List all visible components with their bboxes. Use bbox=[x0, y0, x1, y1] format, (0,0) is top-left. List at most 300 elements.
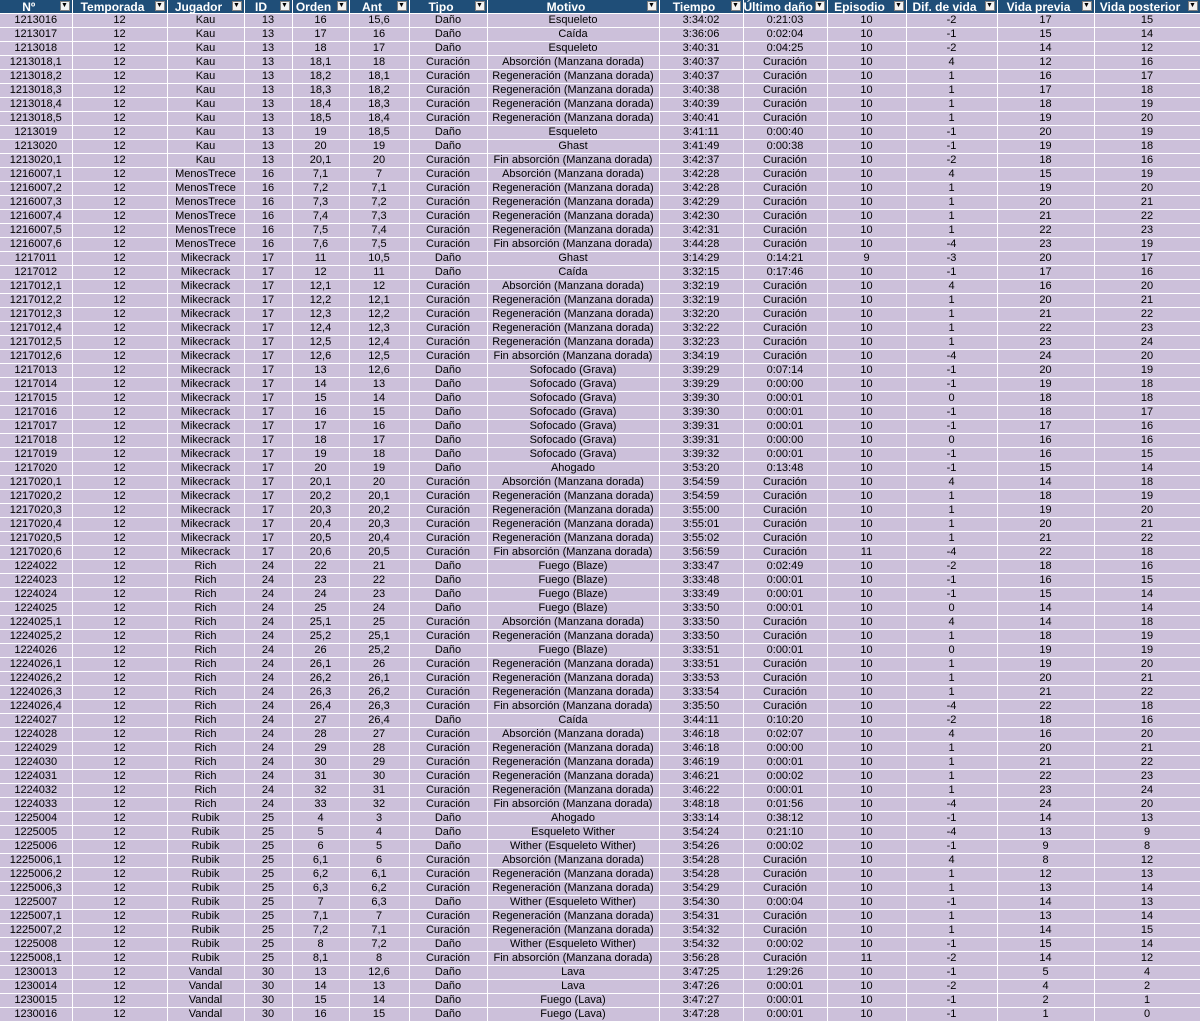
table-cell[interactable]: Daño bbox=[409, 126, 487, 140]
table-cell[interactable]: 19 bbox=[349, 140, 409, 154]
filter-dropdown-icon[interactable]: ▼ bbox=[476, 2, 483, 9]
table-cell[interactable]: Regeneración (Manzana dorada) bbox=[487, 336, 659, 350]
table-cell[interactable]: Curación bbox=[409, 308, 487, 322]
table-cell[interactable]: 12 bbox=[72, 126, 167, 140]
column-header[interactable] bbox=[72, 0, 167, 14]
table-cell[interactable]: 1224024 bbox=[0, 588, 72, 602]
table-cell[interactable]: Mikecrack bbox=[167, 280, 244, 294]
column-header[interactable] bbox=[659, 0, 743, 14]
table-cell[interactable]: 1225008 bbox=[0, 938, 72, 952]
table-cell[interactable]: 4 bbox=[906, 476, 997, 490]
table-cell[interactable]: 10 bbox=[827, 574, 906, 588]
table-cell[interactable]: Curación bbox=[743, 154, 827, 168]
table-cell[interactable]: 16 bbox=[292, 406, 349, 420]
table-cell[interactable]: 1225006,2 bbox=[0, 868, 72, 882]
table-cell[interactable]: 12 bbox=[72, 196, 167, 210]
table-cell[interactable]: 0:00:01 bbox=[743, 784, 827, 798]
table-cell[interactable]: 16 bbox=[244, 210, 292, 224]
table-cell[interactable]: 12 bbox=[1094, 854, 1200, 868]
table-cell[interactable]: Curación bbox=[743, 196, 827, 210]
table-cell[interactable]: 10 bbox=[827, 980, 906, 994]
table-cell[interactable]: 12 bbox=[72, 938, 167, 952]
table-cell[interactable]: -1 bbox=[906, 588, 997, 602]
table-cell[interactable]: 18 bbox=[349, 448, 409, 462]
table-cell[interactable]: Curación bbox=[409, 518, 487, 532]
table-cell[interactable]: 1213018,1 bbox=[0, 56, 72, 70]
table-cell[interactable]: 23 bbox=[1094, 224, 1200, 238]
table-cell[interactable]: Daño bbox=[409, 574, 487, 588]
table-cell[interactable]: 1225006,1 bbox=[0, 854, 72, 868]
table-cell[interactable]: 3:32:20 bbox=[659, 308, 743, 322]
table-cell[interactable]: Fuego (Blaze) bbox=[487, 588, 659, 602]
table-cell[interactable]: 15 bbox=[1094, 448, 1200, 462]
table-cell[interactable]: 10 bbox=[827, 70, 906, 84]
table-cell[interactable]: -1 bbox=[906, 378, 997, 392]
table-cell[interactable]: Fin absorción (Manzana dorada) bbox=[487, 546, 659, 560]
table-cell[interactable]: 10 bbox=[827, 602, 906, 616]
table-cell[interactable]: Rich bbox=[167, 770, 244, 784]
table-cell[interactable]: 10 bbox=[827, 168, 906, 182]
table-cell[interactable]: Mikecrack bbox=[167, 294, 244, 308]
table-cell[interactable]: 15 bbox=[997, 588, 1094, 602]
table-cell[interactable]: 12,5 bbox=[292, 336, 349, 350]
table-cell[interactable]: 3:48:18 bbox=[659, 798, 743, 812]
filter-dropdown-icon[interactable]: ▼ bbox=[648, 2, 655, 9]
table-cell[interactable]: 13 bbox=[244, 84, 292, 98]
table-cell[interactable]: 12 bbox=[72, 84, 167, 98]
table-cell[interactable]: 0:00:01 bbox=[743, 994, 827, 1008]
table-cell[interactable]: 1217020,1 bbox=[0, 476, 72, 490]
table-cell[interactable]: 1 bbox=[906, 112, 997, 126]
table-cell[interactable]: 19 bbox=[1094, 644, 1200, 658]
table-cell[interactable]: Ahogado bbox=[487, 462, 659, 476]
table-cell[interactable]: 4 bbox=[906, 854, 997, 868]
table-cell[interactable]: 3:40:37 bbox=[659, 56, 743, 70]
table-cell[interactable]: 12 bbox=[72, 574, 167, 588]
table-cell[interactable]: 25 bbox=[244, 896, 292, 910]
table-cell[interactable]: 1224025,2 bbox=[0, 630, 72, 644]
table-cell[interactable]: 16 bbox=[1094, 266, 1200, 280]
table-cell[interactable]: 7,6 bbox=[292, 238, 349, 252]
table-cell[interactable]: 17 bbox=[997, 84, 1094, 98]
table-cell[interactable]: 3:54:30 bbox=[659, 896, 743, 910]
table-cell[interactable]: 14 bbox=[1094, 462, 1200, 476]
table-cell[interactable]: 19 bbox=[997, 378, 1094, 392]
table-cell[interactable]: 1 bbox=[1094, 994, 1200, 1008]
table-cell[interactable]: 0:00:01 bbox=[743, 448, 827, 462]
table-cell[interactable]: Regeneración (Manzana dorada) bbox=[487, 686, 659, 700]
table-cell[interactable]: Daño bbox=[409, 938, 487, 952]
table-cell[interactable]: 3:36:06 bbox=[659, 28, 743, 42]
table-cell[interactable]: Kau bbox=[167, 84, 244, 98]
table-cell[interactable]: 11 bbox=[292, 252, 349, 266]
table-cell[interactable]: Rubik bbox=[167, 910, 244, 924]
table-cell[interactable]: 12,3 bbox=[349, 322, 409, 336]
table-cell[interactable]: 0:00:01 bbox=[743, 420, 827, 434]
table-cell[interactable]: 12 bbox=[349, 280, 409, 294]
table-cell[interactable]: 3:32:23 bbox=[659, 336, 743, 350]
table-cell[interactable]: 12 bbox=[72, 238, 167, 252]
table-cell[interactable]: 20 bbox=[349, 154, 409, 168]
table-cell[interactable]: Rich bbox=[167, 588, 244, 602]
table-cell[interactable]: 19 bbox=[292, 448, 349, 462]
table-cell[interactable]: 0:21:03 bbox=[743, 14, 827, 28]
table-cell[interactable]: 19 bbox=[1094, 126, 1200, 140]
table-cell[interactable]: 1 bbox=[906, 770, 997, 784]
column-header[interactable] bbox=[997, 0, 1094, 14]
filter-dropdown-icon[interactable]: ▼ bbox=[1189, 2, 1196, 9]
table-cell[interactable]: 13 bbox=[349, 980, 409, 994]
table-cell[interactable]: Fuego (Blaze) bbox=[487, 644, 659, 658]
table-cell[interactable]: 5 bbox=[292, 826, 349, 840]
table-cell[interactable]: 24 bbox=[244, 784, 292, 798]
table-cell[interactable]: Curación bbox=[743, 518, 827, 532]
table-cell[interactable]: Lava bbox=[487, 980, 659, 994]
table-cell[interactable]: Sofocado (Grava) bbox=[487, 364, 659, 378]
table-cell[interactable]: 10 bbox=[827, 616, 906, 630]
table-cell[interactable]: 1217012,5 bbox=[0, 336, 72, 350]
table-cell[interactable]: 7,1 bbox=[349, 182, 409, 196]
table-cell[interactable]: Curación bbox=[409, 70, 487, 84]
table-cell[interactable]: 12 bbox=[72, 952, 167, 966]
table-cell[interactable]: 18 bbox=[1094, 700, 1200, 714]
table-cell[interactable]: 21 bbox=[1094, 196, 1200, 210]
table-cell[interactable]: Kau bbox=[167, 28, 244, 42]
table-cell[interactable]: 18 bbox=[1094, 546, 1200, 560]
table-cell[interactable]: 7,4 bbox=[349, 224, 409, 238]
table-cell[interactable]: 10 bbox=[827, 364, 906, 378]
table-cell[interactable]: 17 bbox=[244, 336, 292, 350]
table-cell[interactable]: 0:00:01 bbox=[743, 644, 827, 658]
table-cell[interactable]: 12 bbox=[72, 770, 167, 784]
table-cell[interactable]: 18 bbox=[997, 490, 1094, 504]
table-cell[interactable]: 12 bbox=[72, 154, 167, 168]
table-cell[interactable]: Curación bbox=[409, 924, 487, 938]
table-cell[interactable]: Curación bbox=[743, 952, 827, 966]
table-cell[interactable]: Curación bbox=[409, 112, 487, 126]
table-cell[interactable]: 3:39:31 bbox=[659, 434, 743, 448]
table-cell[interactable]: 1 bbox=[906, 672, 997, 686]
table-cell[interactable]: 3:46:22 bbox=[659, 784, 743, 798]
table-cell[interactable]: 10 bbox=[827, 280, 906, 294]
table-cell[interactable]: 3:39:29 bbox=[659, 378, 743, 392]
table-cell[interactable]: 15 bbox=[1094, 574, 1200, 588]
table-cell[interactable]: Mikecrack bbox=[167, 546, 244, 560]
table-cell[interactable]: Mikecrack bbox=[167, 448, 244, 462]
table-cell[interactable]: -2 bbox=[906, 154, 997, 168]
table-cell[interactable]: Mikecrack bbox=[167, 504, 244, 518]
table-cell[interactable]: 12 bbox=[72, 322, 167, 336]
table-cell[interactable]: 1224033 bbox=[0, 798, 72, 812]
table-cell[interactable]: 19 bbox=[997, 504, 1094, 518]
table-cell[interactable]: 3:54:28 bbox=[659, 868, 743, 882]
table-cell[interactable]: 20 bbox=[997, 294, 1094, 308]
table-cell[interactable]: Regeneración (Manzana dorada) bbox=[487, 490, 659, 504]
table-cell[interactable]: 16 bbox=[1094, 560, 1200, 574]
table-cell[interactable]: 24 bbox=[244, 658, 292, 672]
table-cell[interactable]: 12 bbox=[72, 42, 167, 56]
table-cell[interactable]: 24 bbox=[244, 588, 292, 602]
table-cell[interactable]: 20 bbox=[1094, 798, 1200, 812]
table-cell[interactable]: Curación bbox=[409, 154, 487, 168]
table-cell[interactable]: 16 bbox=[997, 280, 1094, 294]
table-cell[interactable]: 3:34:02 bbox=[659, 14, 743, 28]
table-cell[interactable]: 3:42:30 bbox=[659, 210, 743, 224]
table-cell[interactable]: 1217012,6 bbox=[0, 350, 72, 364]
table-cell[interactable]: 3:33:50 bbox=[659, 602, 743, 616]
table-cell[interactable]: Sofocado (Grava) bbox=[487, 448, 659, 462]
table-cell[interactable]: Daño bbox=[409, 980, 487, 994]
table-cell[interactable]: Ghast bbox=[487, 140, 659, 154]
filter-dropdown-icon[interactable]: ▼ bbox=[338, 2, 345, 9]
table-cell[interactable]: 24 bbox=[244, 728, 292, 742]
table-cell[interactable]: 15 bbox=[997, 168, 1094, 182]
table-cell[interactable]: Rubik bbox=[167, 840, 244, 854]
table-cell[interactable]: 22 bbox=[1094, 686, 1200, 700]
table-cell[interactable]: 10 bbox=[827, 784, 906, 798]
table-cell[interactable]: 0:00:02 bbox=[743, 840, 827, 854]
table-cell[interactable]: 3:53:20 bbox=[659, 462, 743, 476]
table-cell[interactable]: Sofocado (Grava) bbox=[487, 378, 659, 392]
table-cell[interactable]: Sofocado (Grava) bbox=[487, 406, 659, 420]
table-cell[interactable]: 26,2 bbox=[292, 672, 349, 686]
table-cell[interactable]: 16 bbox=[349, 420, 409, 434]
table-cell[interactable]: Rubik bbox=[167, 924, 244, 938]
table-cell[interactable]: Curación bbox=[409, 84, 487, 98]
table-cell[interactable]: 0:21:10 bbox=[743, 826, 827, 840]
table-cell[interactable]: 12 bbox=[72, 756, 167, 770]
table-cell[interactable]: 24 bbox=[244, 686, 292, 700]
table-cell[interactable]: 3:33:50 bbox=[659, 616, 743, 630]
table-cell[interactable]: 3:42:37 bbox=[659, 154, 743, 168]
table-cell[interactable]: Curación bbox=[409, 182, 487, 196]
table-cell[interactable]: Rich bbox=[167, 658, 244, 672]
table-cell[interactable]: -1 bbox=[906, 364, 997, 378]
table-cell[interactable]: 1213018,3 bbox=[0, 84, 72, 98]
table-cell[interactable]: 1225007 bbox=[0, 896, 72, 910]
table-cell[interactable]: 14 bbox=[1094, 938, 1200, 952]
table-cell[interactable]: 18 bbox=[997, 630, 1094, 644]
table-cell[interactable]: 10 bbox=[827, 294, 906, 308]
table-cell[interactable]: Mikecrack bbox=[167, 322, 244, 336]
table-cell[interactable]: Rich bbox=[167, 798, 244, 812]
table-cell[interactable]: 1225008,1 bbox=[0, 952, 72, 966]
column-header[interactable] bbox=[292, 0, 349, 14]
table-cell[interactable]: Curación bbox=[743, 350, 827, 364]
table-cell[interactable]: 28 bbox=[292, 728, 349, 742]
table-cell[interactable]: 10 bbox=[827, 462, 906, 476]
table-cell[interactable]: 1224031 bbox=[0, 770, 72, 784]
table-cell[interactable]: 12 bbox=[72, 784, 167, 798]
table-cell[interactable]: -2 bbox=[906, 952, 997, 966]
table-cell[interactable]: Fin absorción (Manzana dorada) bbox=[487, 154, 659, 168]
table-cell[interactable]: 22 bbox=[292, 560, 349, 574]
table-cell[interactable]: 12 bbox=[72, 98, 167, 112]
table-cell[interactable]: 18 bbox=[1094, 378, 1200, 392]
table-cell[interactable]: 0:04:25 bbox=[743, 42, 827, 56]
table-cell[interactable]: 20,1 bbox=[349, 490, 409, 504]
table-cell[interactable]: 22 bbox=[349, 574, 409, 588]
table-cell[interactable]: Rich bbox=[167, 560, 244, 574]
table-cell[interactable]: 3:46:21 bbox=[659, 770, 743, 784]
table-cell[interactable]: 16 bbox=[997, 434, 1094, 448]
table-cell[interactable]: 14 bbox=[292, 980, 349, 994]
table-cell[interactable]: 18,5 bbox=[292, 112, 349, 126]
table-cell[interactable]: 6 bbox=[349, 854, 409, 868]
table-cell[interactable]: 17 bbox=[244, 280, 292, 294]
table-cell[interactable]: 10 bbox=[827, 322, 906, 336]
table-cell[interactable]: 16 bbox=[997, 728, 1094, 742]
table-cell[interactable]: 12 bbox=[72, 420, 167, 434]
table-cell[interactable]: 12 bbox=[72, 504, 167, 518]
table-cell[interactable]: 12 bbox=[72, 378, 167, 392]
table-cell[interactable]: Rubik bbox=[167, 812, 244, 826]
table-cell[interactable]: 3:14:29 bbox=[659, 252, 743, 266]
table-cell[interactable]: Mikecrack bbox=[167, 490, 244, 504]
table-cell[interactable]: Sofocado (Grava) bbox=[487, 420, 659, 434]
table-cell[interactable]: MenosTrece bbox=[167, 210, 244, 224]
table-cell[interactable]: 12 bbox=[72, 560, 167, 574]
table-cell[interactable]: 12 bbox=[72, 812, 167, 826]
table-cell[interactable]: 17 bbox=[997, 14, 1094, 28]
table-cell[interactable]: Absorción (Manzana dorada) bbox=[487, 476, 659, 490]
table-cell[interactable]: -4 bbox=[906, 238, 997, 252]
table-cell[interactable]: Esqueleto bbox=[487, 42, 659, 56]
table-cell[interactable]: 1 bbox=[906, 490, 997, 504]
table-cell[interactable]: Regeneración (Manzana dorada) bbox=[487, 630, 659, 644]
table-cell[interactable]: 1 bbox=[906, 504, 997, 518]
column-header[interactable] bbox=[167, 0, 244, 14]
table-cell[interactable]: 0:02:07 bbox=[743, 728, 827, 742]
table-cell[interactable]: 30 bbox=[244, 980, 292, 994]
table-cell[interactable]: 1224026,4 bbox=[0, 700, 72, 714]
table-cell[interactable]: 3:54:28 bbox=[659, 854, 743, 868]
table-cell[interactable]: 17 bbox=[349, 42, 409, 56]
table-cell[interactable]: 20 bbox=[997, 252, 1094, 266]
table-cell[interactable]: 7,2 bbox=[292, 182, 349, 196]
table-cell[interactable]: 12 bbox=[72, 742, 167, 756]
table-cell[interactable]: -1 bbox=[906, 420, 997, 434]
table-cell[interactable]: Mikecrack bbox=[167, 308, 244, 322]
table-cell[interactable]: 0:01:56 bbox=[743, 798, 827, 812]
table-cell[interactable]: 24 bbox=[997, 798, 1094, 812]
table-cell[interactable]: 0 bbox=[906, 392, 997, 406]
table-cell[interactable]: Daño bbox=[409, 434, 487, 448]
column-header[interactable] bbox=[743, 0, 827, 14]
table-cell[interactable]: 17 bbox=[244, 476, 292, 490]
table-cell[interactable]: 13 bbox=[244, 42, 292, 56]
table-cell[interactable]: 3:32:19 bbox=[659, 294, 743, 308]
table-cell[interactable]: 10 bbox=[827, 476, 906, 490]
table-cell[interactable]: 0:17:46 bbox=[743, 266, 827, 280]
table-cell[interactable]: 27 bbox=[349, 728, 409, 742]
table-cell[interactable]: 20,3 bbox=[292, 504, 349, 518]
table-cell[interactable]: Curación bbox=[409, 168, 487, 182]
table-cell[interactable]: 13 bbox=[997, 910, 1094, 924]
table-cell[interactable]: 3:54:29 bbox=[659, 882, 743, 896]
table-cell[interactable]: 26,2 bbox=[349, 686, 409, 700]
table-cell[interactable]: Mikecrack bbox=[167, 350, 244, 364]
table-cell[interactable]: -2 bbox=[906, 714, 997, 728]
table-cell[interactable]: Curación bbox=[743, 476, 827, 490]
table-cell[interactable]: 3:44:11 bbox=[659, 714, 743, 728]
table-cell[interactable]: 1225006,3 bbox=[0, 882, 72, 896]
table-cell[interactable]: -1 bbox=[906, 140, 997, 154]
table-cell[interactable]: 17 bbox=[292, 28, 349, 42]
table-cell[interactable]: Rich bbox=[167, 644, 244, 658]
table-cell[interactable]: 1 bbox=[906, 196, 997, 210]
table-cell[interactable]: Daño bbox=[409, 812, 487, 826]
table-cell[interactable]: Daño bbox=[409, 1008, 487, 1022]
table-cell[interactable]: 3:32:22 bbox=[659, 322, 743, 336]
table-cell[interactable]: 12 bbox=[72, 826, 167, 840]
table-cell[interactable]: 29 bbox=[292, 742, 349, 756]
filter-dropdown-icon[interactable]: ▼ bbox=[895, 2, 902, 9]
table-cell[interactable]: 16 bbox=[244, 182, 292, 196]
table-cell[interactable]: Fin absorción (Manzana dorada) bbox=[487, 238, 659, 252]
table-cell[interactable]: 10 bbox=[827, 868, 906, 882]
table-cell[interactable]: Curación bbox=[409, 336, 487, 350]
table-cell[interactable]: 10 bbox=[827, 1008, 906, 1022]
table-cell[interactable]: Regeneración (Manzana dorada) bbox=[487, 294, 659, 308]
table-cell[interactable]: 21 bbox=[1094, 518, 1200, 532]
table-cell[interactable]: 4 bbox=[997, 980, 1094, 994]
table-cell[interactable]: -4 bbox=[906, 826, 997, 840]
table-cell[interactable]: 17 bbox=[997, 266, 1094, 280]
table-cell[interactable]: 26,3 bbox=[292, 686, 349, 700]
table-cell[interactable]: 0:00:01 bbox=[743, 392, 827, 406]
table-cell[interactable]: 3:39:30 bbox=[659, 392, 743, 406]
table-cell[interactable]: 7,2 bbox=[349, 938, 409, 952]
table-cell[interactable]: Curación bbox=[743, 322, 827, 336]
table-cell[interactable]: 12,4 bbox=[349, 336, 409, 350]
table-cell[interactable]: 1217011 bbox=[0, 252, 72, 266]
table-cell[interactable]: 10 bbox=[827, 728, 906, 742]
table-cell[interactable]: 10 bbox=[827, 224, 906, 238]
table-cell[interactable]: 20,5 bbox=[349, 546, 409, 560]
table-cell[interactable]: 12 bbox=[1094, 952, 1200, 966]
table-cell[interactable]: Curación bbox=[409, 770, 487, 784]
table-cell[interactable]: 3:39:32 bbox=[659, 448, 743, 462]
table-cell[interactable]: Curación bbox=[743, 210, 827, 224]
table-cell[interactable]: 1 bbox=[906, 532, 997, 546]
table-cell[interactable]: 15 bbox=[292, 392, 349, 406]
table-cell[interactable]: 1 bbox=[906, 98, 997, 112]
table-cell[interactable]: Daño bbox=[409, 406, 487, 420]
table-cell[interactable]: 10 bbox=[827, 770, 906, 784]
table-cell[interactable]: 12,6 bbox=[349, 364, 409, 378]
table-cell[interactable]: -2 bbox=[906, 980, 997, 994]
table-cell[interactable]: Kau bbox=[167, 14, 244, 28]
table-cell[interactable]: 13 bbox=[244, 14, 292, 28]
table-cell[interactable]: 10 bbox=[827, 210, 906, 224]
table-cell[interactable]: 3:39:31 bbox=[659, 420, 743, 434]
table-cell[interactable]: 17 bbox=[244, 532, 292, 546]
table-cell[interactable]: 1 bbox=[906, 658, 997, 672]
table-cell[interactable]: 23 bbox=[349, 588, 409, 602]
table-cell[interactable]: 4 bbox=[906, 728, 997, 742]
table-cell[interactable]: 1 bbox=[906, 308, 997, 322]
table-cell[interactable]: 12,2 bbox=[349, 308, 409, 322]
table-cell[interactable]: 12,6 bbox=[292, 350, 349, 364]
table-cell[interactable]: 0 bbox=[1094, 1008, 1200, 1022]
table-cell[interactable]: 0:00:38 bbox=[743, 140, 827, 154]
table-cell[interactable]: Daño bbox=[409, 840, 487, 854]
table-cell[interactable]: 3:33:48 bbox=[659, 574, 743, 588]
table-cell[interactable]: 8 bbox=[1094, 840, 1200, 854]
table-cell[interactable]: Curación bbox=[409, 630, 487, 644]
table-cell[interactable]: Caída bbox=[487, 28, 659, 42]
